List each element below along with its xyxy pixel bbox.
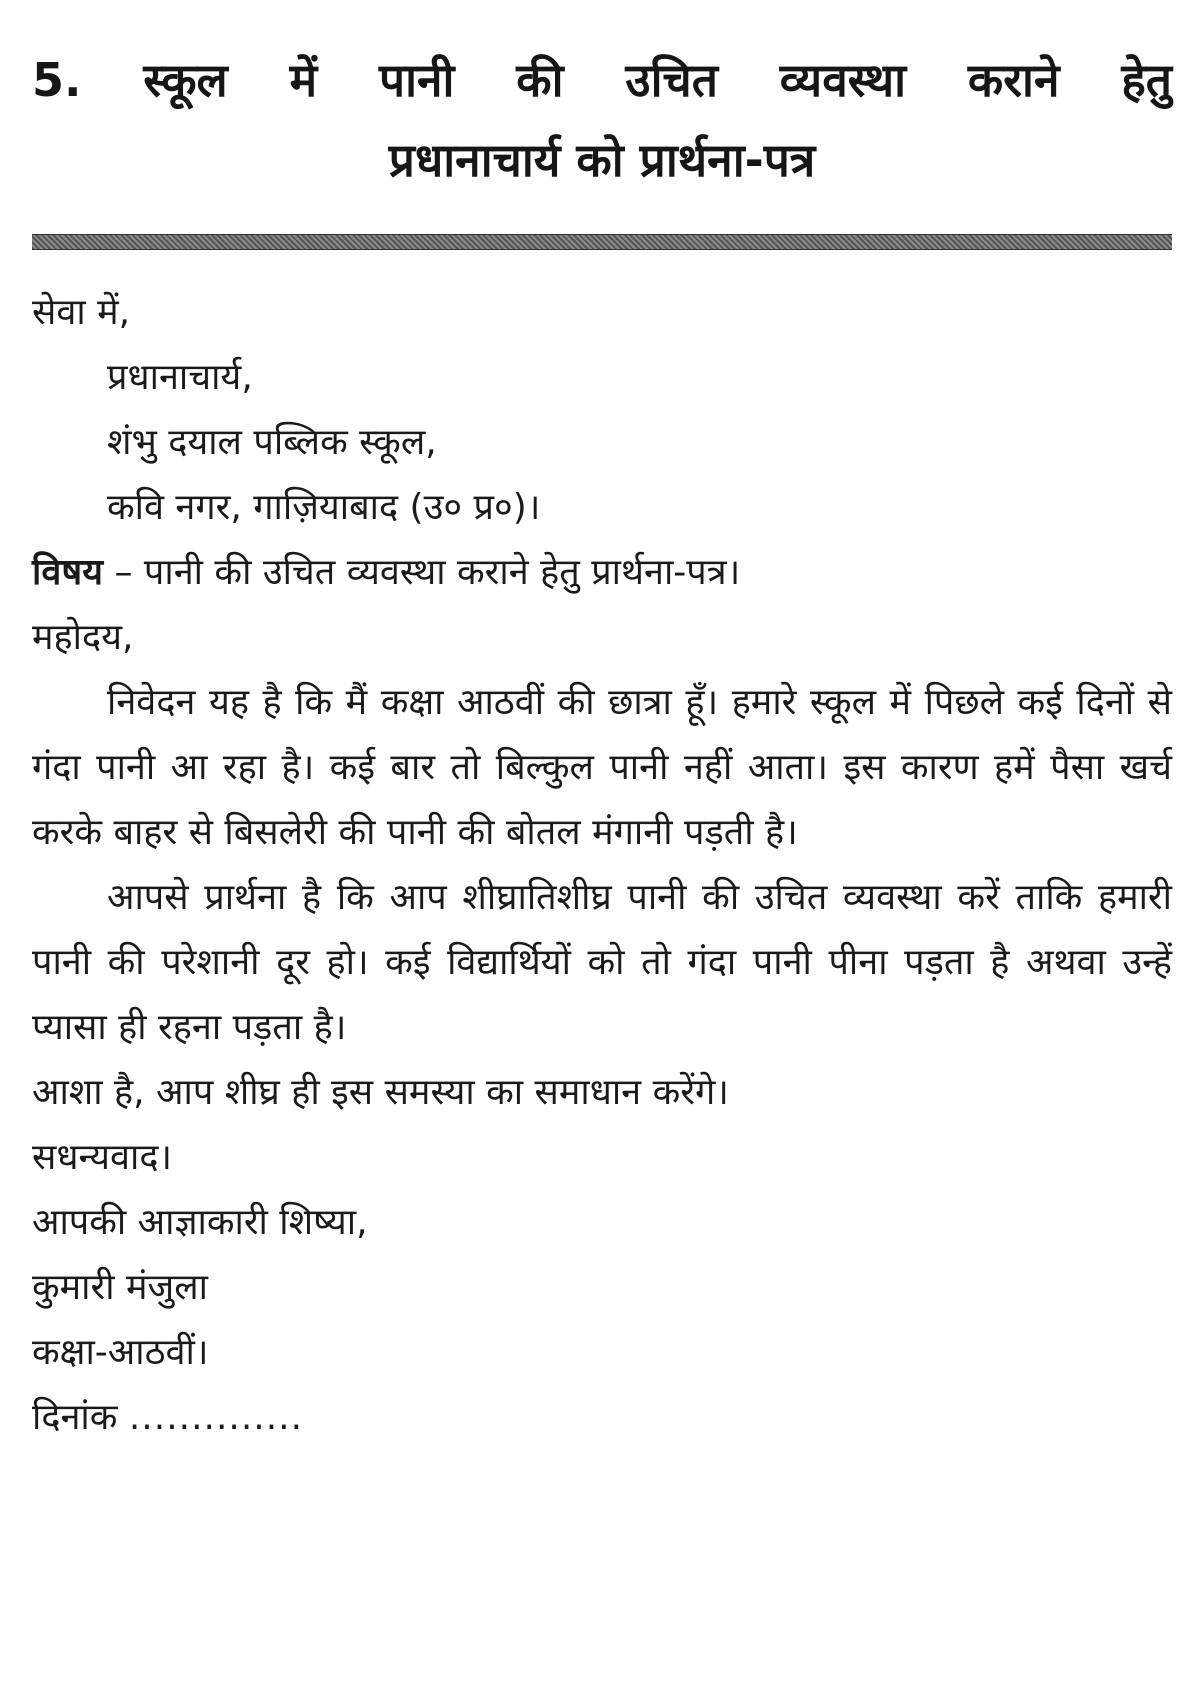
paragraph-1: निवेदन यह है कि मैं कक्षा आठवीं की छात्रा हूँ। हमारे स्कूल में पिछले कई दिनों से गंदा पानी आ रहा है। कई बार तो बिल्कुल पानी नहीं आता। इस कारण हमें पैसा खर्च करके बाहर से बिसलेरी की पानी की बोतल मंगानी पड़ती है। (32, 682, 1172, 853)
page-title (32, 40, 1172, 200)
recipient-title: प्रधानाचार्य, (107, 357, 253, 398)
subject-label: विषय (32, 552, 104, 593)
sender-class: कक्षा-आठवीं। (32, 1332, 209, 1373)
salutation-to: सेवा में, (32, 292, 131, 333)
title-divider (32, 234, 1172, 250)
greeting: महोदय, (32, 617, 134, 658)
date-line (32, 1385, 1172, 1450)
date-label: दिनांक (32, 1397, 118, 1438)
recipient-school: शंभु दयाल पब्लिक स्कूल, (107, 422, 437, 463)
title-line-1: 5. स्कूल में पानी की उचित व्यवस्था कराने हेतु (32, 53, 1172, 107)
date-value: .............. (128, 1397, 304, 1438)
title-line-2: प्रधानाचार्य को प्रार्थना-पत्र (388, 133, 816, 187)
paragraph-2: आपसे प्रार्थना है कि आप शीघ्रातिशीघ्र पानी की उचित व्यवस्था करें ताकि हमारी पानी की परेशानी दूर हो। कई विद्यार्थियों को तो गंदा पानी पीना पड़ता है अथवा उन्हें प्यासा ही रहना पड़ता है। (32, 877, 1172, 1048)
hope-line: आशा है, आप शीघ्र ही इस समस्या का समाधान करेंगे। (32, 1072, 729, 1113)
letter-page (32, 40, 1172, 1450)
sender-name: कुमारी मंजुला (32, 1267, 208, 1308)
recipient-address: कवि नगर, गाज़ियाबाद (उ० प्र०)। (107, 487, 541, 528)
letter-body (32, 280, 1172, 1450)
subject-text: – पानी की उचित व्यवस्था कराने हेतु प्रार्थना-पत्र। (103, 552, 741, 593)
subject-line (32, 540, 1172, 605)
closing-line: आपकी आज्ञाकारी शिष्या, (32, 1202, 368, 1243)
thanks-line: सधन्यवाद। (32, 1137, 173, 1178)
